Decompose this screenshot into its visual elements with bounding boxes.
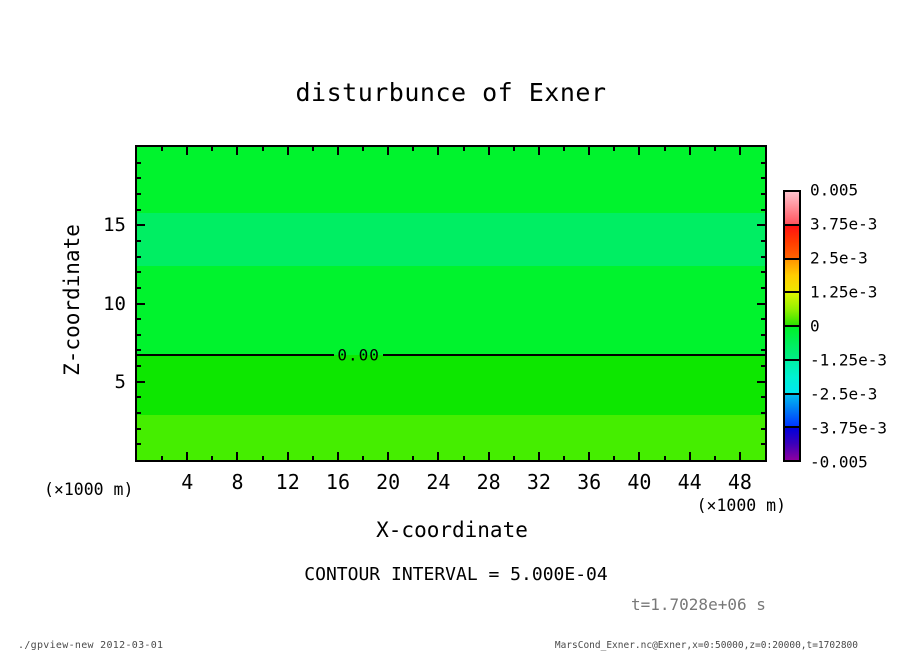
x-minor-tick <box>211 147 213 151</box>
colorbar-box <box>785 226 799 260</box>
colorbar-tick-label: -3.75e-3 <box>810 418 888 438</box>
y-tick-label: 15 <box>103 214 126 237</box>
x-minor-tick <box>463 147 465 151</box>
footer-command-text: ./gpview-new 2012-03-01 <box>18 640 164 651</box>
x-major-tick <box>739 147 741 155</box>
y-tick-label: 5 <box>114 370 126 393</box>
colorbar-tick-label: 0.005 <box>810 180 859 200</box>
contour-band <box>137 355 765 415</box>
x-major-tick <box>588 147 590 155</box>
x-major-tick <box>638 147 640 155</box>
z-minor-tick <box>761 443 765 445</box>
z-major-tick <box>757 303 765 305</box>
z-minor-tick <box>137 256 141 258</box>
contour-band <box>137 415 765 460</box>
y-tick-label: 10 <box>103 292 126 315</box>
x-minor-tick <box>563 456 565 460</box>
z-minor-tick <box>137 209 141 211</box>
z-minor-tick <box>137 428 141 430</box>
x-minor-tick <box>161 147 163 151</box>
x-tick-label: 48 <box>727 470 752 494</box>
colorbar-tick-label: 3.75e-3 <box>810 214 878 234</box>
z-minor-tick <box>137 162 141 164</box>
plot-area <box>135 145 767 462</box>
x-minor-tick <box>362 147 364 151</box>
x-minor-tick <box>312 456 314 460</box>
contour-band <box>137 147 765 213</box>
x-major-tick <box>437 452 439 460</box>
x-minor-tick <box>161 456 163 460</box>
x-major-tick <box>538 452 540 460</box>
z-minor-tick <box>137 365 141 367</box>
x-major-tick <box>689 452 691 460</box>
x-axis-label: X-coordinate <box>376 518 528 542</box>
x-minor-tick <box>312 147 314 151</box>
x-major-tick <box>337 147 339 155</box>
x-minor-tick <box>714 147 716 151</box>
zero-contour-line <box>137 354 334 356</box>
x-minor-tick <box>211 456 213 460</box>
colorbar-tick-label: 1.25e-3 <box>810 282 878 302</box>
z-major-tick <box>757 224 765 226</box>
x-major-tick <box>588 452 590 460</box>
x-tick-label: 44 <box>677 470 702 494</box>
z-minor-tick <box>137 287 141 289</box>
colorbar-box <box>785 293 799 327</box>
x-minor-tick <box>613 456 615 460</box>
colorbar-box <box>785 395 799 429</box>
z-minor-tick <box>761 256 765 258</box>
x-major-tick <box>186 147 188 155</box>
z-minor-tick <box>761 177 765 179</box>
colorbar-tick-label: 0 <box>810 316 820 336</box>
z-minor-tick <box>761 334 765 336</box>
contour-band <box>137 266 765 354</box>
x-tick-label: 24 <box>426 470 451 494</box>
z-minor-tick <box>761 365 765 367</box>
colorbar-tick-label: -0.005 <box>810 452 868 472</box>
x-major-tick <box>236 452 238 460</box>
z-minor-tick <box>137 271 141 273</box>
x-minor-tick <box>412 456 414 460</box>
x-minor-tick <box>714 456 716 460</box>
z-minor-tick <box>137 412 141 414</box>
x-tick-label: 4 <box>181 470 194 494</box>
colorbar-box <box>785 428 799 460</box>
x-major-tick <box>689 147 691 155</box>
x-minor-tick <box>412 147 414 151</box>
colorbar-tick-label: -1.25e-3 <box>810 350 888 370</box>
x-major-tick <box>437 147 439 155</box>
footer-datasource-text: MarsCond_Exner.nc@Exner,x=0:50000,z=0:20000,t=1702800 <box>554 640 858 651</box>
z-minor-tick <box>761 349 765 351</box>
z-major-tick <box>137 303 145 305</box>
z-major-tick <box>137 224 145 226</box>
z-minor-tick <box>137 318 141 320</box>
x-major-tick <box>488 147 490 155</box>
y-axis-unit: (×1000 m) <box>44 480 134 499</box>
x-major-tick <box>638 452 640 460</box>
z-minor-tick <box>761 428 765 430</box>
z-minor-tick <box>137 193 141 195</box>
x-major-tick <box>739 452 741 460</box>
x-major-tick <box>538 147 540 155</box>
x-major-tick <box>488 452 490 460</box>
x-major-tick <box>287 452 289 460</box>
z-minor-tick <box>761 412 765 414</box>
z-major-tick <box>757 381 765 383</box>
x-minor-tick <box>613 147 615 151</box>
z-minor-tick <box>137 240 141 242</box>
zero-contour-label: 0.00 <box>337 345 380 365</box>
x-major-tick <box>387 147 389 155</box>
x-major-tick <box>236 147 238 155</box>
time-annotation: t=1.7028e+06 s <box>631 595 766 614</box>
z-minor-tick <box>761 318 765 320</box>
zero-contour-line <box>383 354 765 356</box>
colorbar-box <box>785 192 799 226</box>
colorbar-tick-label: 2.5e-3 <box>810 248 868 268</box>
x-tick-label: 8 <box>231 470 244 494</box>
z-minor-tick <box>761 209 765 211</box>
z-major-tick <box>137 381 145 383</box>
colorbar-box <box>785 361 799 395</box>
colorbar-box <box>785 260 799 294</box>
z-minor-tick <box>761 193 765 195</box>
z-minor-tick <box>761 240 765 242</box>
x-minor-tick <box>563 147 565 151</box>
x-tick-label: 40 <box>627 470 652 494</box>
colorbar <box>783 190 801 462</box>
x-minor-tick <box>463 456 465 460</box>
z-minor-tick <box>137 177 141 179</box>
contour-interval-note: CONTOUR INTERVAL = 5.000E-04 <box>304 564 608 585</box>
z-minor-tick <box>761 271 765 273</box>
z-minor-tick <box>137 443 141 445</box>
x-major-tick <box>387 452 389 460</box>
colorbar-box <box>785 327 799 361</box>
y-axis-label: Z-coordinate <box>60 224 84 376</box>
x-tick-label: 32 <box>526 470 551 494</box>
x-major-tick <box>337 452 339 460</box>
z-minor-tick <box>137 334 141 336</box>
x-tick-label: 12 <box>275 470 300 494</box>
z-minor-tick <box>137 396 141 398</box>
contour-band <box>137 213 765 266</box>
x-minor-tick <box>262 456 264 460</box>
x-minor-tick <box>262 147 264 151</box>
x-tick-label: 28 <box>476 470 501 494</box>
page-title: disturbunce of Exner <box>295 78 607 107</box>
colorbar-tick-label: -2.5e-3 <box>810 384 878 404</box>
x-minor-tick <box>513 147 515 151</box>
z-minor-tick <box>761 162 765 164</box>
x-minor-tick <box>664 456 666 460</box>
x-minor-tick <box>513 456 515 460</box>
z-minor-tick <box>761 287 765 289</box>
x-minor-tick <box>664 147 666 151</box>
x-major-tick <box>287 147 289 155</box>
x-minor-tick <box>362 456 364 460</box>
x-axis-unit: (×1000 m) <box>696 496 786 515</box>
x-tick-label: 20 <box>376 470 401 494</box>
x-major-tick <box>186 452 188 460</box>
x-tick-label: 36 <box>577 470 602 494</box>
z-minor-tick <box>761 396 765 398</box>
x-tick-label: 16 <box>325 470 350 494</box>
z-minor-tick <box>137 349 141 351</box>
